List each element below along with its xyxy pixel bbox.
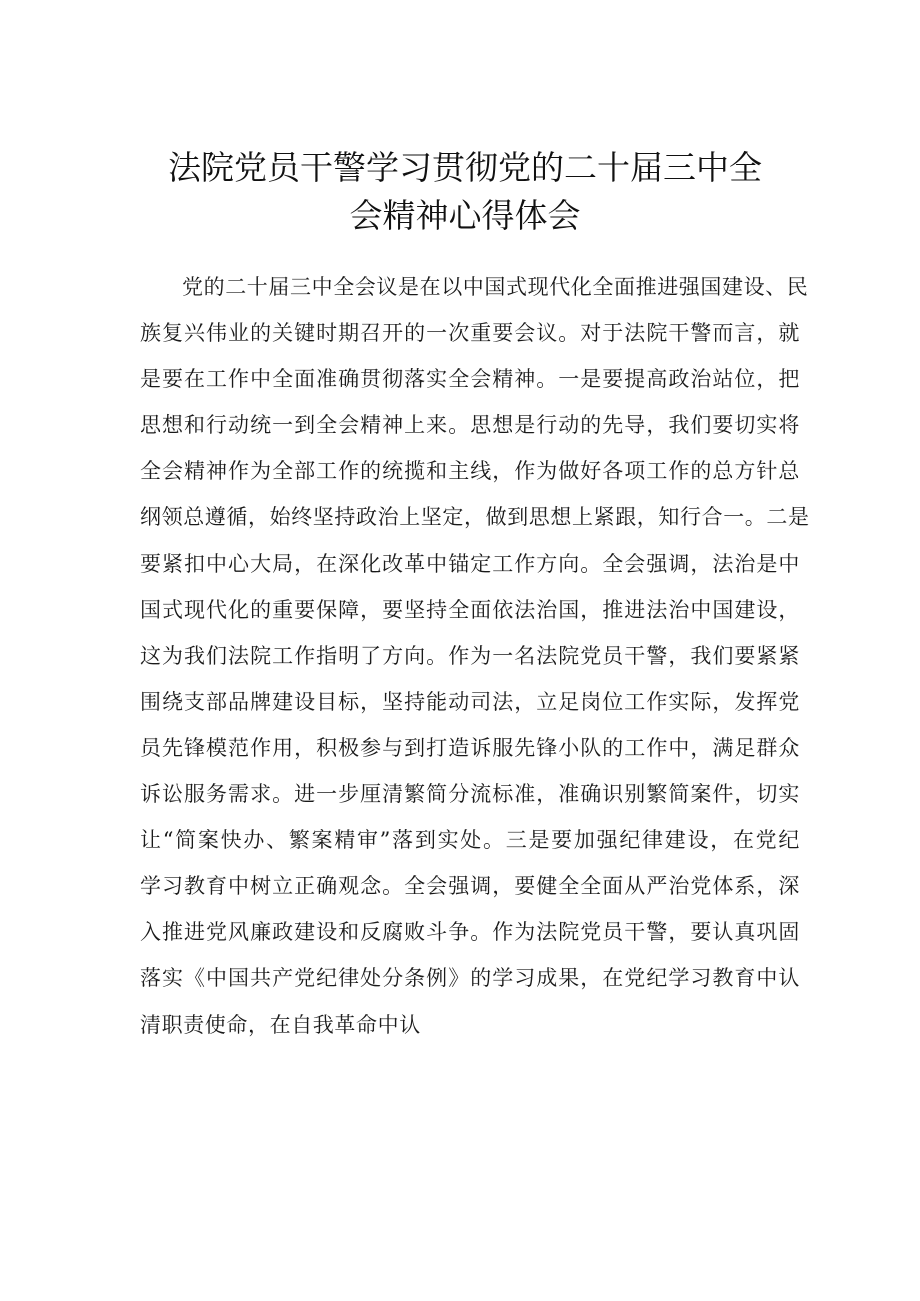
body-line: 族复兴伟业的关键时期召开的一次重要会议。对于法院干警而言，就 <box>140 321 800 346</box>
body-line: 党的二十届三中全会议是在以中国式现代化全面推进强国建设、民 <box>182 275 809 299</box>
body-line: 落实《中国共产党纪律处分条例》的学习成果，在党纪学习教育中认 <box>140 966 800 991</box>
body-line: 纲领总遵循，始终坚持政治上坚定，做到思想上紧跟，知行合一。二是 <box>140 505 810 530</box>
body-line: 要紧扣中心大局，在深化改革中锚定工作方向。全会强调，法治是中 <box>140 551 800 576</box>
body-line: 员先锋模范作用，积极参与到打造诉服先锋小队的工作中，满足群众 <box>140 735 800 760</box>
body-line: 围绕支部品牌建设目标，坚持能动司法，立足岗位工作实际，发挥党 <box>140 689 800 714</box>
body-line-last: 清职责使命，在自我革命中认 <box>140 1012 421 1037</box>
body-line: 这为我们法院工作指明了方向。作为一名法院党员干警，我们要紧紧 <box>140 643 800 668</box>
body-line: 国式现代化的重要保障，要坚持全面依法治国，推进法治中国建设， <box>140 597 800 622</box>
title-line-1: 法院党员干警学习贯彻党的二十届三中全 <box>168 148 762 187</box>
title-line-2: 会精神心得体会 <box>349 196 581 235</box>
body-line: 是要在工作中全面准确贯彻落实全会精神。一是要提高政治站位，把 <box>140 367 800 392</box>
body-line: 让“简案快办、繁案精审”落到实处。三是要加强纪律建设，在党纪 <box>140 828 800 853</box>
body-line: 诉讼服务需求。进一步厘清繁简分流标准，准确识别繁简案件，切实 <box>140 782 800 807</box>
body-line: 入推进党风廉政建设和反腐败斗争。作为法院党员干警，要认真巩固 <box>140 920 800 945</box>
document-body <box>140 264 810 1048</box>
body-line: 思想和行动统一到全会精神上来。思想是行动的先导，我们要切实将 <box>140 413 800 438</box>
body-line: 全会精神作为全部工作的统揽和主线，作为做好各项工作的总方针总 <box>140 459 800 484</box>
body-line: 学习教育中树立正确观念。全会强调，要健全全面从严治党体系，深 <box>140 874 800 899</box>
document-title <box>140 144 790 240</box>
